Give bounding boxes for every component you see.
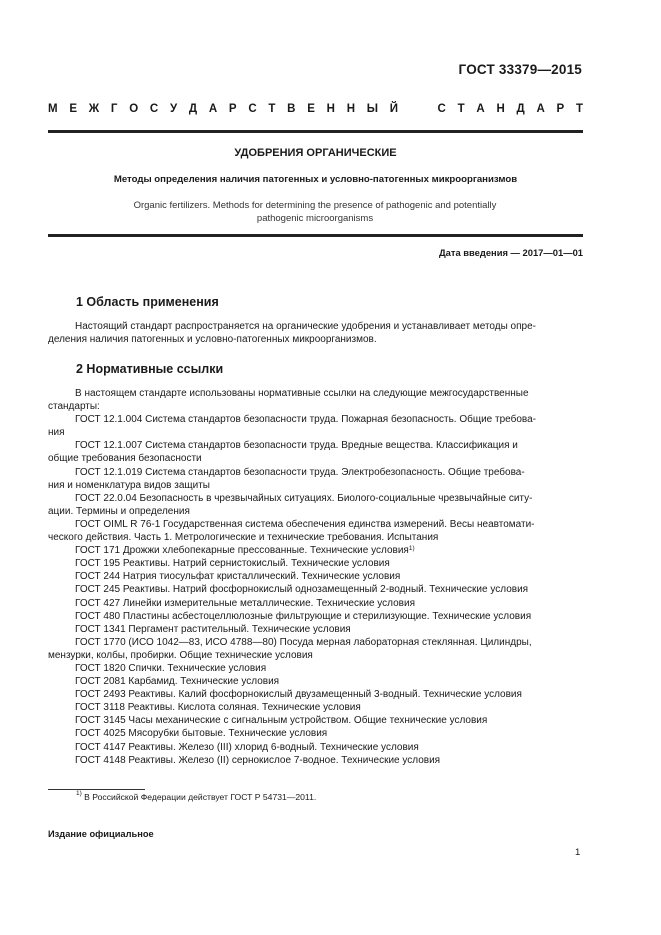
reference-text: ГОСТ 12.1.004 Система стандартов безопасности труда. Пожарная безопасность. Общие требова- xyxy=(75,414,536,426)
reference-text: ГОСТ 244 Натрия тиосульфат кристаллический. Технические условия xyxy=(75,571,401,583)
reference-text: ГОСТ 2081 Карбамид. Технические условия xyxy=(75,676,280,688)
title-letter: Й xyxy=(389,103,399,115)
footnote-ref-mark: 1) xyxy=(408,545,415,553)
reference-item xyxy=(48,701,583,714)
reference-item xyxy=(48,583,583,596)
reference-text: ГОСТ 1820 Спички. Технические условия xyxy=(75,662,267,674)
references-list xyxy=(48,387,583,767)
english-title-line: Organic fertilizers. Methods for determining the presence of pathogenic and potentially xyxy=(133,200,497,211)
reference-item xyxy=(48,675,583,688)
section-1-text xyxy=(48,320,583,346)
reference-text: ГОСТ 22.0.04 Безопасность в чрезвычайных ситуациях. Биолого-социальные чрезвычайные ситу- xyxy=(75,492,533,504)
bottom-title-divider xyxy=(48,234,583,237)
reference-text: ГОСТ OIML R 76-1 Государственная система обеспечения единства измерений. Весы неавтомати- xyxy=(75,518,535,530)
footnote xyxy=(76,792,316,802)
title-letter: Ж xyxy=(88,103,100,115)
reference-text: ГОСТ 12.1.019 Система стандартов безопасности труда. Электробезопасность. Общие требова- xyxy=(75,466,525,478)
reference-text: ГОСТ 1770 (ИСО 1042—83, ИСО 4788—80) Посуда мерная лабораторная стеклянная. Цилиндры, xyxy=(75,636,532,648)
footnote-text: В Российской Федерации действует ГОСТ Р 54731—2011. xyxy=(84,792,317,802)
top-divider xyxy=(48,130,583,133)
reference-text: ГОСТ 427 Линейки измерительные металлические. Технические условия xyxy=(75,597,415,609)
text-line: Настоящий стандарт распространяется на органические удобрения и устанавливает методы опре- xyxy=(75,321,536,332)
reference-item xyxy=(48,492,583,505)
text-line: стандарты: xyxy=(48,401,100,413)
english-title xyxy=(100,199,530,225)
reference-continuation: ческого действия. Часть 1. Метрологические и технические требования. Испытания xyxy=(48,532,439,544)
reference-item xyxy=(48,714,583,727)
reference-continuation: мензурки, колбы, пробирки. Общие технические условия xyxy=(48,649,313,661)
title-letter: Т xyxy=(457,103,465,115)
title-letter: С xyxy=(437,103,446,115)
reference-text: ГОСТ 480 Пластины асбестоцеллюлозные фильтрующие и стерилизующие. Технические условия xyxy=(75,610,532,622)
title-letter: А xyxy=(208,103,218,115)
reference-item xyxy=(48,662,583,675)
word-gap xyxy=(410,103,426,115)
standard-type-title xyxy=(48,103,583,115)
text-line: В настоящем стандарте использованы нормативные ссылки на следующие межгосударственные xyxy=(75,388,529,399)
reference-item xyxy=(48,466,583,479)
reference-item xyxy=(48,439,583,452)
title-letter: Е xyxy=(307,103,315,115)
reference-item xyxy=(48,570,583,583)
reference-item xyxy=(48,518,583,531)
title-letter: Р xyxy=(556,103,565,115)
title-letter: Ы xyxy=(366,103,379,115)
title-letter: У xyxy=(169,103,178,115)
page-number: 1 xyxy=(575,847,581,858)
intro-date: Дата введения — 2017—01—01 xyxy=(438,247,583,258)
reference-text: ГОСТ 171 Дрожжи хлебопекарные прессованные. Технические условия xyxy=(75,545,409,557)
title-letter: Т xyxy=(575,103,583,115)
title-letter: Р xyxy=(228,103,237,115)
title-letter: В xyxy=(287,103,296,115)
title-letter: С xyxy=(248,103,257,115)
reference-item xyxy=(48,636,583,649)
reference-item xyxy=(48,741,583,754)
reference-item xyxy=(48,688,583,701)
reference-text: ГОСТ 245 Реактивы. Натрий фосфорнокислый однозамещенный 2-водный. Технические условия xyxy=(75,584,529,596)
reference-text: ГОСТ 1341 Пергамент растительный. Технические условия xyxy=(75,623,351,635)
reference-text: ГОСТ 4025 Мясорубки бытовые. Технические условия xyxy=(75,728,328,740)
reference-text: ГОСТ 4147 Реактивы. Железо (III) хлорид 6-водный. Технические условия xyxy=(75,741,419,753)
reference-item xyxy=(48,727,583,740)
reference-item xyxy=(48,544,583,557)
title-letter: А xyxy=(476,103,485,115)
document-subtitle: Методы определения наличия патогенных и условно-патогенных микроорганизмов xyxy=(113,174,518,185)
reference-text: ГОСТ 4148 Реактивы. Железо (II) сернокислое 7-водное. Технические условия xyxy=(75,754,441,766)
standard-code: ГОСТ 33379—2015 xyxy=(458,62,582,77)
title-letter: Г xyxy=(110,103,118,115)
reference-continuation: ния и номенклатура видов защиты xyxy=(48,479,210,491)
title-letter: Т xyxy=(268,103,276,115)
section-1-heading: 1 Область применения xyxy=(76,295,219,309)
title-letter: С xyxy=(149,103,159,115)
reference-item xyxy=(48,557,583,570)
title-letter: Д xyxy=(516,103,525,115)
footnote-mark: 1) xyxy=(76,790,82,797)
title-letter: Н xyxy=(346,103,356,115)
reference-text: ГОСТ 2493 Реактивы. Калий фосфорнокислый двузамещенный 3-водный. Технические условия xyxy=(75,689,522,701)
title-letter: Е xyxy=(69,103,78,115)
reference-continuation: общие требования безопасности xyxy=(48,453,202,465)
reference-text: ГОСТ 195 Реактивы. Натрий сернистокислый. Технические условия xyxy=(75,558,390,570)
reference-item xyxy=(48,623,583,636)
title-letter: А xyxy=(536,103,545,115)
reference-text: ГОСТ 3145 Часы механические с сигнальным устройством. Общие технические условия xyxy=(75,715,488,727)
title-letter: О xyxy=(129,103,139,115)
title-letter: Д xyxy=(188,103,198,115)
english-title-line: pathogenic microorganisms xyxy=(256,213,374,224)
document-title: УДОБРЕНИЯ ОРГАНИЧЕСКИЕ xyxy=(234,147,397,159)
reference-continuation: ации. Термины и определения xyxy=(48,505,190,517)
section-2-heading: 2 Нормативные ссылки xyxy=(76,362,224,376)
reference-item xyxy=(48,597,583,610)
reference-item xyxy=(48,413,583,426)
footnote-divider xyxy=(48,789,145,790)
reference-text: ГОСТ 12.1.007 Система стандартов безопасности труда. Вредные вещества. Классификация и xyxy=(75,440,518,452)
title-letter: М xyxy=(48,103,58,115)
reference-text: ГОСТ 3118 Реактивы. Кислота соляная. Технические условия xyxy=(75,702,361,714)
title-letter: Н xyxy=(326,103,335,115)
title-letter: Н xyxy=(496,103,505,115)
reference-item xyxy=(48,610,583,623)
reference-item xyxy=(48,754,583,767)
text-line: деления наличия патогенных и условно-патогенных микроорганизмов. xyxy=(48,334,377,346)
edition-label: Издание официальное xyxy=(48,829,154,839)
reference-continuation: ния xyxy=(48,427,65,439)
